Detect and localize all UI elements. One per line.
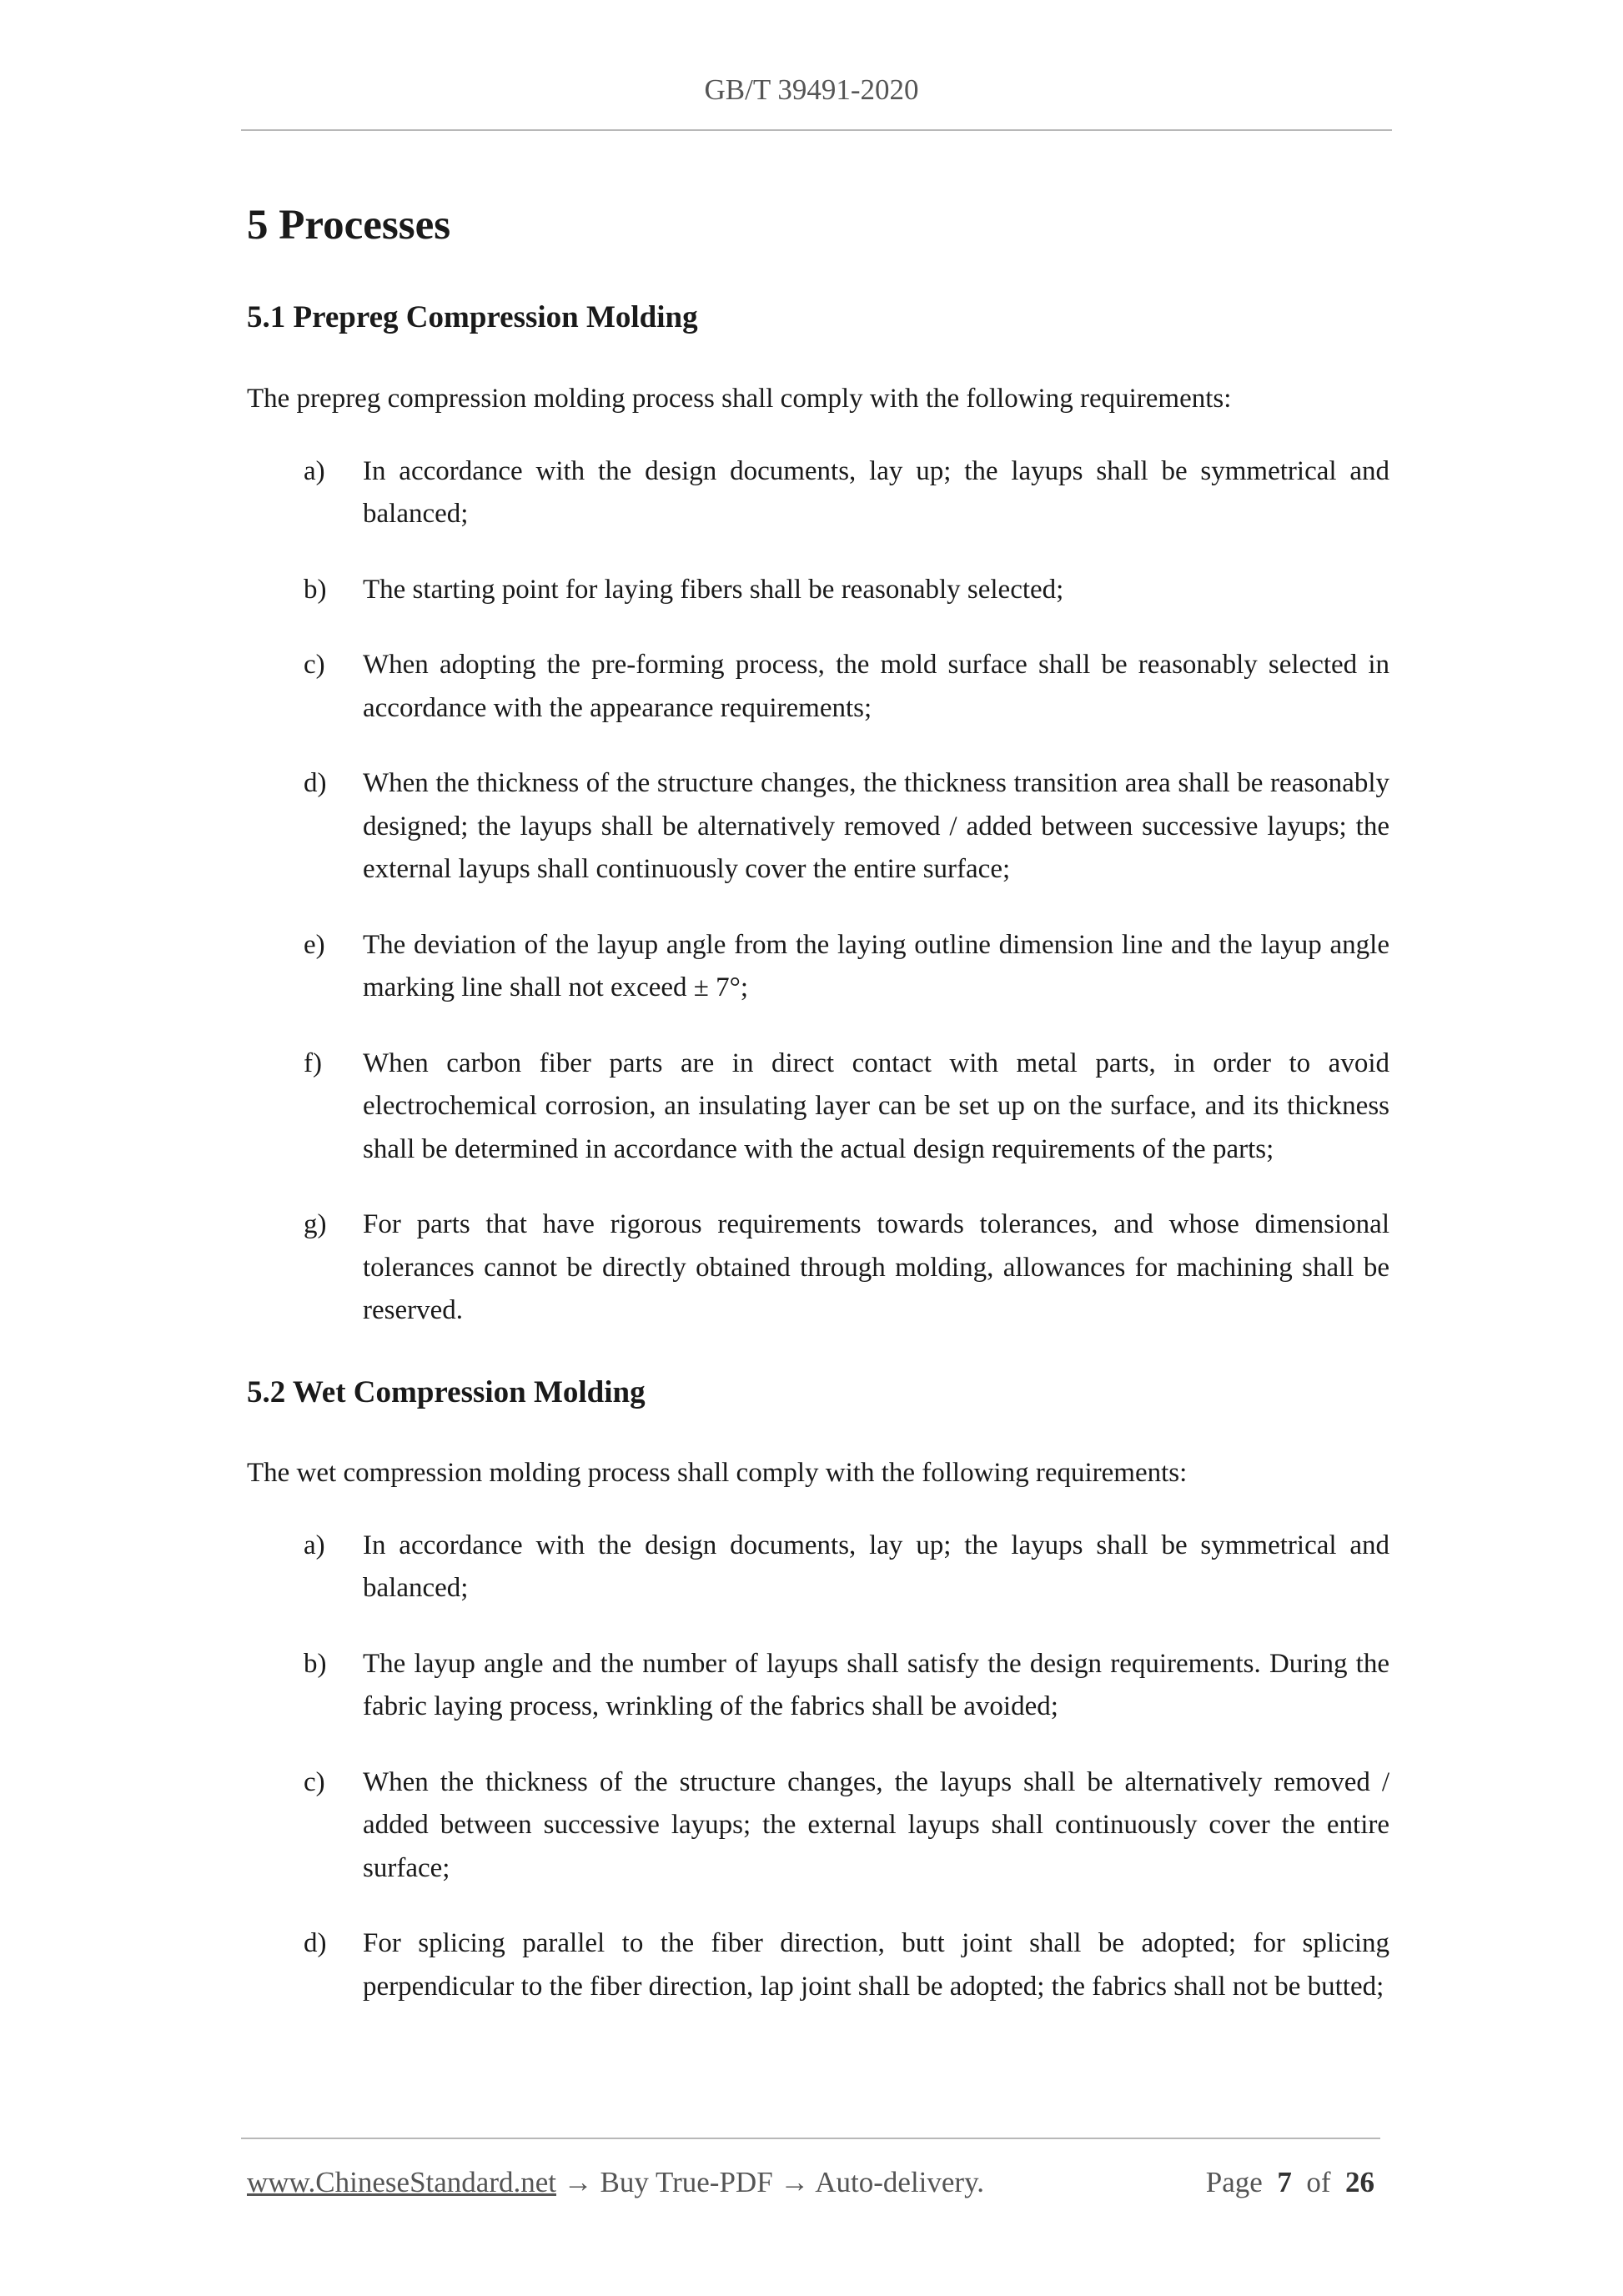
arrow-right-icon: →	[780, 2166, 810, 2198]
list-item	[247, 1203, 1389, 1333]
list-item-marker: b)	[304, 1648, 327, 1679]
subsection-5-1-title: 5.1 Prepreg Compression Molding	[247, 300, 698, 335]
list-item-text: The starting point for laying fibers shall be reasonably selected;	[363, 574, 1064, 605]
section-spacer	[247, 1354, 1389, 1374]
subsection-5-1-intro: The prepreg compression molding process shall comply with the following requirements:	[247, 383, 1232, 414]
list-item	[247, 450, 1389, 536]
header-divider	[241, 129, 1392, 131]
of-word: of	[1306, 2166, 1331, 2198]
page-number	[1206, 2162, 1374, 2203]
list-item-text: When adopting the pre-forming process, the mold surface shall be reasonably selected in accordance with the appearance requirements;	[363, 650, 1389, 723]
list-item-marker: d)	[304, 768, 327, 799]
subsection-5-2-intro: The wet compression molding process shall comply with the following requirements:	[247, 1457, 1188, 1488]
list-item	[247, 1042, 1389, 1172]
list-item	[247, 762, 1389, 892]
list-item-marker: e)	[304, 929, 325, 960]
auto-delivery-text: Auto-delivery.	[815, 2166, 985, 2198]
list-item-marker: c)	[304, 1766, 325, 1797]
list-item	[247, 1922, 1389, 2008]
list-item	[247, 644, 1389, 730]
list-item-marker: f)	[304, 1048, 322, 1078]
list-item-marker: a)	[304, 1530, 325, 1560]
list-item-text: In accordance with the design documents, lay up; the layups shall be symmetrical and balanced;	[363, 1530, 1389, 1604]
list-item	[247, 1525, 1389, 1610]
list-item-text: When the thickness of the structure changes, the thickness transition area shall be reasonably designed; the layups shall be alternatively removed / added between successive layups; the external layups shall continuously cover the entire surface;	[363, 768, 1389, 885]
list-item	[247, 569, 1389, 612]
arrow-right-icon: →	[563, 2166, 593, 2198]
list-item-marker: c)	[304, 650, 325, 681]
list-item-text: The deviation of the layup angle from the laying outline dimension line and the layup angle marking line shall not exceed ± 7°;	[363, 929, 1389, 1003]
section-title: 5 Processes	[247, 202, 451, 249]
list-item-marker: d)	[304, 1928, 327, 1959]
footer-divider	[241, 2138, 1380, 2139]
document-id-header: GB/T 39491-2020	[704, 73, 919, 106]
list-item-marker: b)	[304, 574, 327, 605]
buy-true-pdf-text: Buy True-PDF	[600, 2166, 773, 2198]
page-footer	[247, 2162, 1381, 2203]
list-item-text: When carbon fiber parts are in direct contact with metal parts, in order to avoid electrochemical corrosion, an insulating layer can be set up on the surface, and its thickness shall be determined in accordance with the actual design requirements of the parts;	[363, 1048, 1389, 1164]
page-word: Page	[1205, 2166, 1263, 2198]
page-content	[247, 200, 1389, 2030]
list-item-text: For splicing parallel to the fiber direction, butt joint shall be adopted; for splicing perpendicular to the fiber direction, lap joint shall be adopted; the fabrics shall not be butted;	[363, 1928, 1389, 2002]
list-item-text: When the thickness of the structure changes, the layups shall be alternatively removed / added between successive layups; the external layups shall continuously cover the entire surface;	[363, 1766, 1389, 1883]
list-item	[247, 1761, 1389, 1891]
list-item-marker: a)	[304, 455, 325, 486]
subsection-5-1-list	[247, 450, 1389, 1333]
list-item-text: For parts that have rigorous requirements towards tolerances, and whose dimensional tolerances cannot be directly obtained through molding, allowances for machining shall be reserved.	[363, 1209, 1389, 1326]
list-item-text: In accordance with the design documents, lay up; the layups shall be symmetrical and balanced;	[363, 455, 1389, 530]
subsection-5-2-title: 5.2 Wet Compression Molding	[247, 1374, 646, 1409]
list-item-text: The layup angle and the number of layups shall satisfy the design requirements. During the fabric laying process, wrinkling of the fabrics shall be avoided;	[363, 1648, 1389, 1722]
list-item	[247, 924, 1389, 1010]
subsection-5-2-list	[247, 1525, 1389, 2009]
list-item	[247, 1643, 1389, 1729]
website-link[interactable]: www.ChineseStandard.net	[247, 2166, 556, 2198]
page-current: 7	[1277, 2166, 1292, 2198]
page-total: 26	[1345, 2166, 1374, 2198]
list-item-marker: g)	[304, 1209, 327, 1240]
